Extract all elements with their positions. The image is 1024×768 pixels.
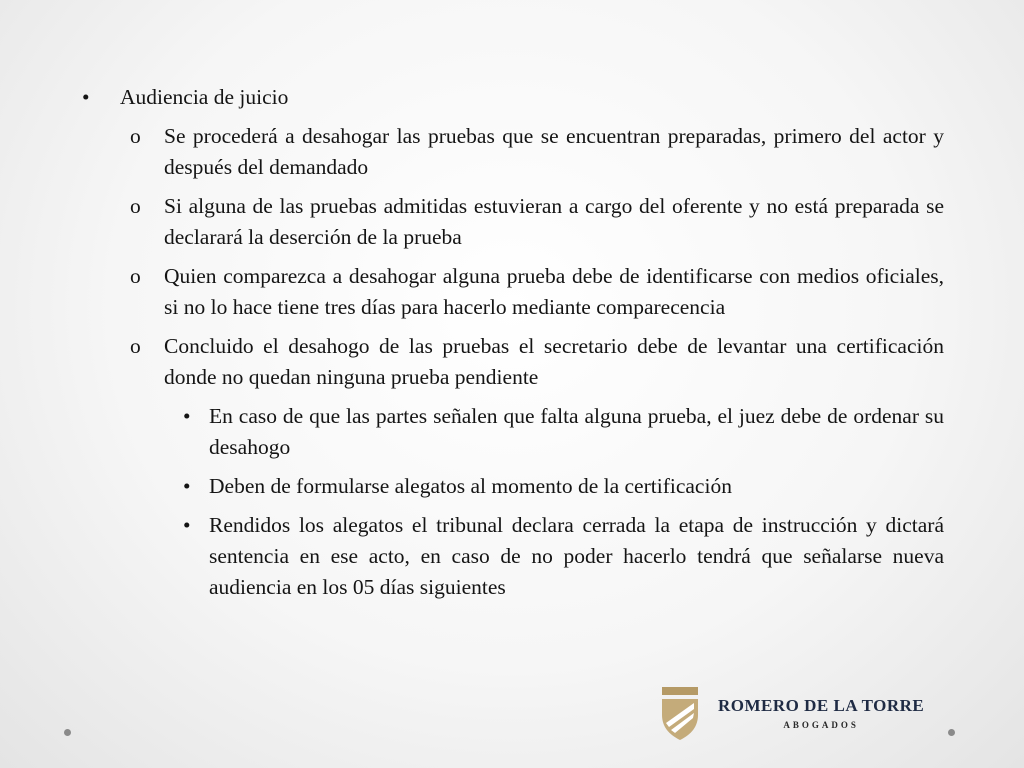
sub-bullet-text: Si alguna de las pruebas admitidas estuvieran a cargo del oferente y no está preparada se declarará la deserción de la prueba [164, 194, 944, 249]
bullet-heading [80, 82, 944, 113]
sub-bullet-marker: o [130, 194, 141, 218]
third-level-bullet-1 [80, 401, 944, 463]
sub-bullet-text: Concluido el desahogo de las pruebas el secretario debe de levantar una certificación donde no quedan ninguna prueba pendiente [164, 334, 944, 389]
bullet-marker: • [82, 85, 90, 109]
slide-nav-dot-left [64, 729, 71, 736]
slide-nav-dot-right [948, 729, 955, 736]
sub-bullet-text: Se procederá a desahogar las pruebas que se encuentran preparadas, primero del actor y después del demandado [164, 124, 944, 179]
third-level-marker: • [183, 404, 191, 428]
bullet-text: Audiencia de juicio [120, 85, 289, 109]
sub-bullet-marker: o [130, 334, 141, 358]
logo-subtitle: ABOGADOS [783, 720, 859, 730]
sub-bullet-2 [80, 191, 944, 253]
logo-wordmark [718, 696, 924, 730]
sub-bullet-4 [80, 331, 944, 393]
sub-bullet-text: Quien comparezca a desahogar alguna prueba debe de identificarse con medios oficiales, si no lo hace tiene tres días para hacerlo mediante comparecencia [164, 264, 944, 319]
sub-bullet-1 [80, 121, 944, 183]
third-level-marker: • [183, 474, 191, 498]
logo-name: ROMERO DE LA TORRE [718, 696, 925, 715]
third-level-bullet-2 [80, 471, 944, 502]
sub-bullet-marker: o [130, 124, 141, 148]
third-level-text: Deben de formularse alegatos al momento de la certificación [209, 474, 732, 498]
slide-content [80, 82, 944, 603]
third-level-text: Rendidos los alegatos el tribunal declara cerrada la etapa de instrucción y dictará sentencia en ese acto, en caso de no poder hacerlo tendrá que señalarse nueva audiencia en los 05 días siguientes [209, 513, 944, 599]
sub-bullet-3 [80, 261, 944, 323]
third-level-bullet-3 [80, 510, 944, 603]
firm-logo [660, 684, 930, 742]
third-level-text: En caso de que las partes señalen que falta alguna prueba, el juez debe de ordenar su desahogo [209, 404, 944, 459]
sub-bullet-marker: o [130, 264, 141, 288]
shield-icon [660, 685, 700, 741]
third-level-marker: • [183, 513, 191, 537]
